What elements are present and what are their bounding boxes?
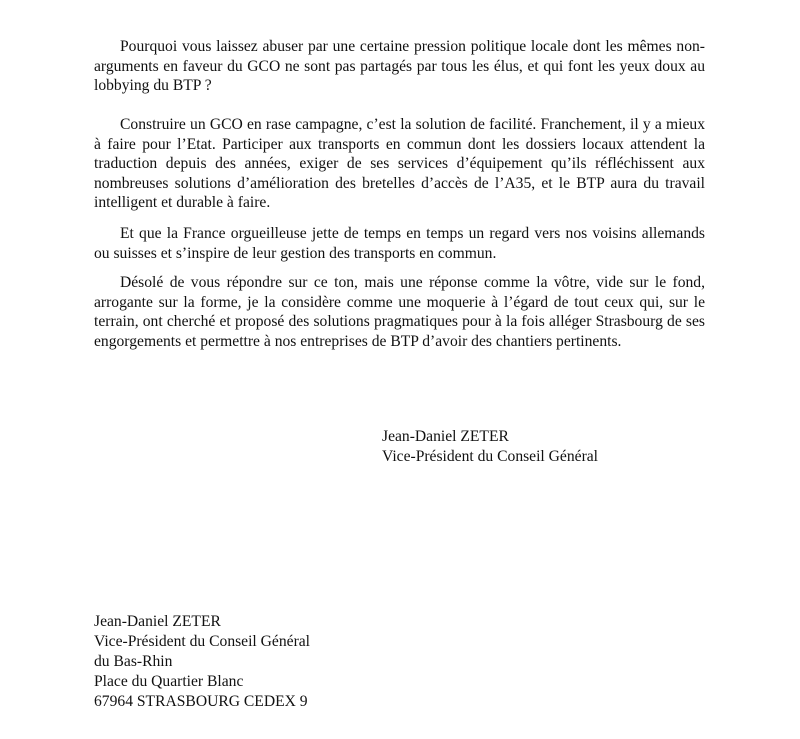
paragraph-conclusion: Désolé de vous répondre sur ce ton, mais une réponse comme la vôtre, vide sur le fond, arrogante sur la forme, je la considère comme une moquerie à l’égard de tout ceux qui, sur le terrain, ont cherché et proposé des solutions pragmatiques pour à la fois alléger Strasbourg de ses engorgements et permettre à nos entreprises de BTP d’avoir des chantiers pertinents.: [94, 274, 705, 350]
paragraph-gco-argument: Construire un GCO en rase campagne, c’est la solution de facilité. Franchement, il y a mieux à faire pour l’Etat. Participer aux transports en commun dont les dossiers locaux attendent la traduction depuis des années, exiger de ses services d’équipement qu’ils réfléchissent aux nombreuses solutions d’amélioration des bretelles d’accès de l’A35, et le BTP aura du travail intelligent et durable à faire.: [94, 116, 705, 212]
address-name: Jean-Daniel ZETER: [94, 613, 221, 630]
signature-title: Vice-Président du Conseil Général: [382, 448, 599, 465]
address-department: du Bas-Rhin: [94, 653, 173, 670]
address-street: Place du Quartier Blanc: [94, 673, 244, 690]
address-city: 67964 STRASBOURG CEDEX 9: [94, 693, 308, 710]
address-title: Vice-Président du Conseil Général: [94, 633, 311, 650]
signature-block: [382, 427, 598, 467]
sender-address-block: [94, 612, 310, 712]
paragraph-question: Pourquoi vous laissez abuser par une certaine pression politique locale dont les mêmes non-arguments en faveur du GCO ne sont pas partagés par tous les élus, et qui font les yeux doux au lobbying du BTP ?: [94, 38, 705, 95]
signature-name: Jean-Daniel ZETER: [382, 428, 509, 445]
paragraph-neighbors: Et que la France orgueilleuse jette de temps en temps un regard vers nos voisins allemands ou suisses et s’inspire de leur gestion des transports en commun.: [94, 225, 705, 262]
